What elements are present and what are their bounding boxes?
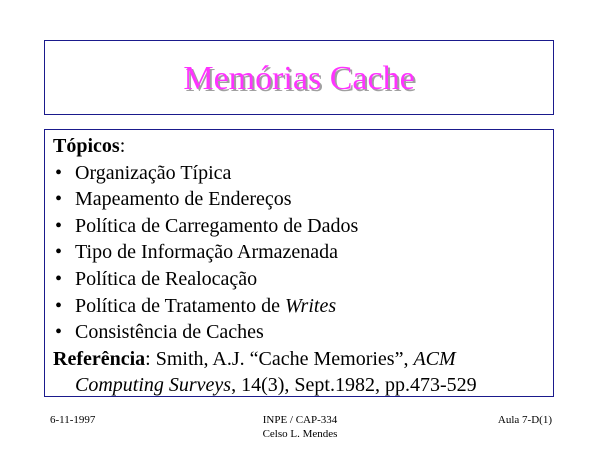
reference-journal: ACM Computing Surveys [75,347,456,397]
topics-list [53,160,545,346]
topics-heading [53,133,545,160]
bullet-icon: • [55,267,63,290]
bullet-icon: • [55,294,63,317]
bullet-icon: • [55,321,63,344]
topic-item [53,239,545,266]
slide-title: Memórias Cache [183,59,415,97]
reference-text-1: : Smith, A.J. “Cache Memories”, [145,347,414,370]
topic-item [53,319,545,346]
topic-text: Mapeamento de Endereços [75,188,292,211]
title-box [44,40,554,115]
topic-text: Consistência de Caches [75,321,264,344]
topic-italic: Writes [284,294,337,317]
topic-text: Política de Carregamento de Dados [75,214,359,237]
topic-text: Organização Típica [75,161,232,184]
topics-label: Tópicos [53,135,120,157]
topic-item [53,266,545,293]
footer-lecture: Aula 7-D(1) [497,414,552,426]
topic-item [53,186,545,213]
bullet-icon: • [55,188,63,211]
content-box [44,129,554,397]
footer-date: 6-11-1997 [50,414,96,426]
footer-author: Celso L. Mendes [262,428,338,440]
reference [53,346,545,399]
bullet-icon: • [55,161,63,184]
topic-text: Política de Tratamento de [75,294,285,317]
topic-item [53,160,545,187]
reference-label: Referência [53,347,146,370]
reference-text-2: , 14(3), Sept.1982, pp.473-529 [231,374,477,397]
topic-text: Política de Realocação [75,267,258,290]
topic-item [53,213,545,240]
topic-item [53,293,545,320]
topics-colon: : [119,135,126,157]
footer-institution: INPE / CAP-334 [262,414,338,426]
bullet-icon: • [55,214,63,237]
bullet-icon: • [55,241,63,264]
topic-text: Tipo de Informação Armazenada [75,241,339,264]
